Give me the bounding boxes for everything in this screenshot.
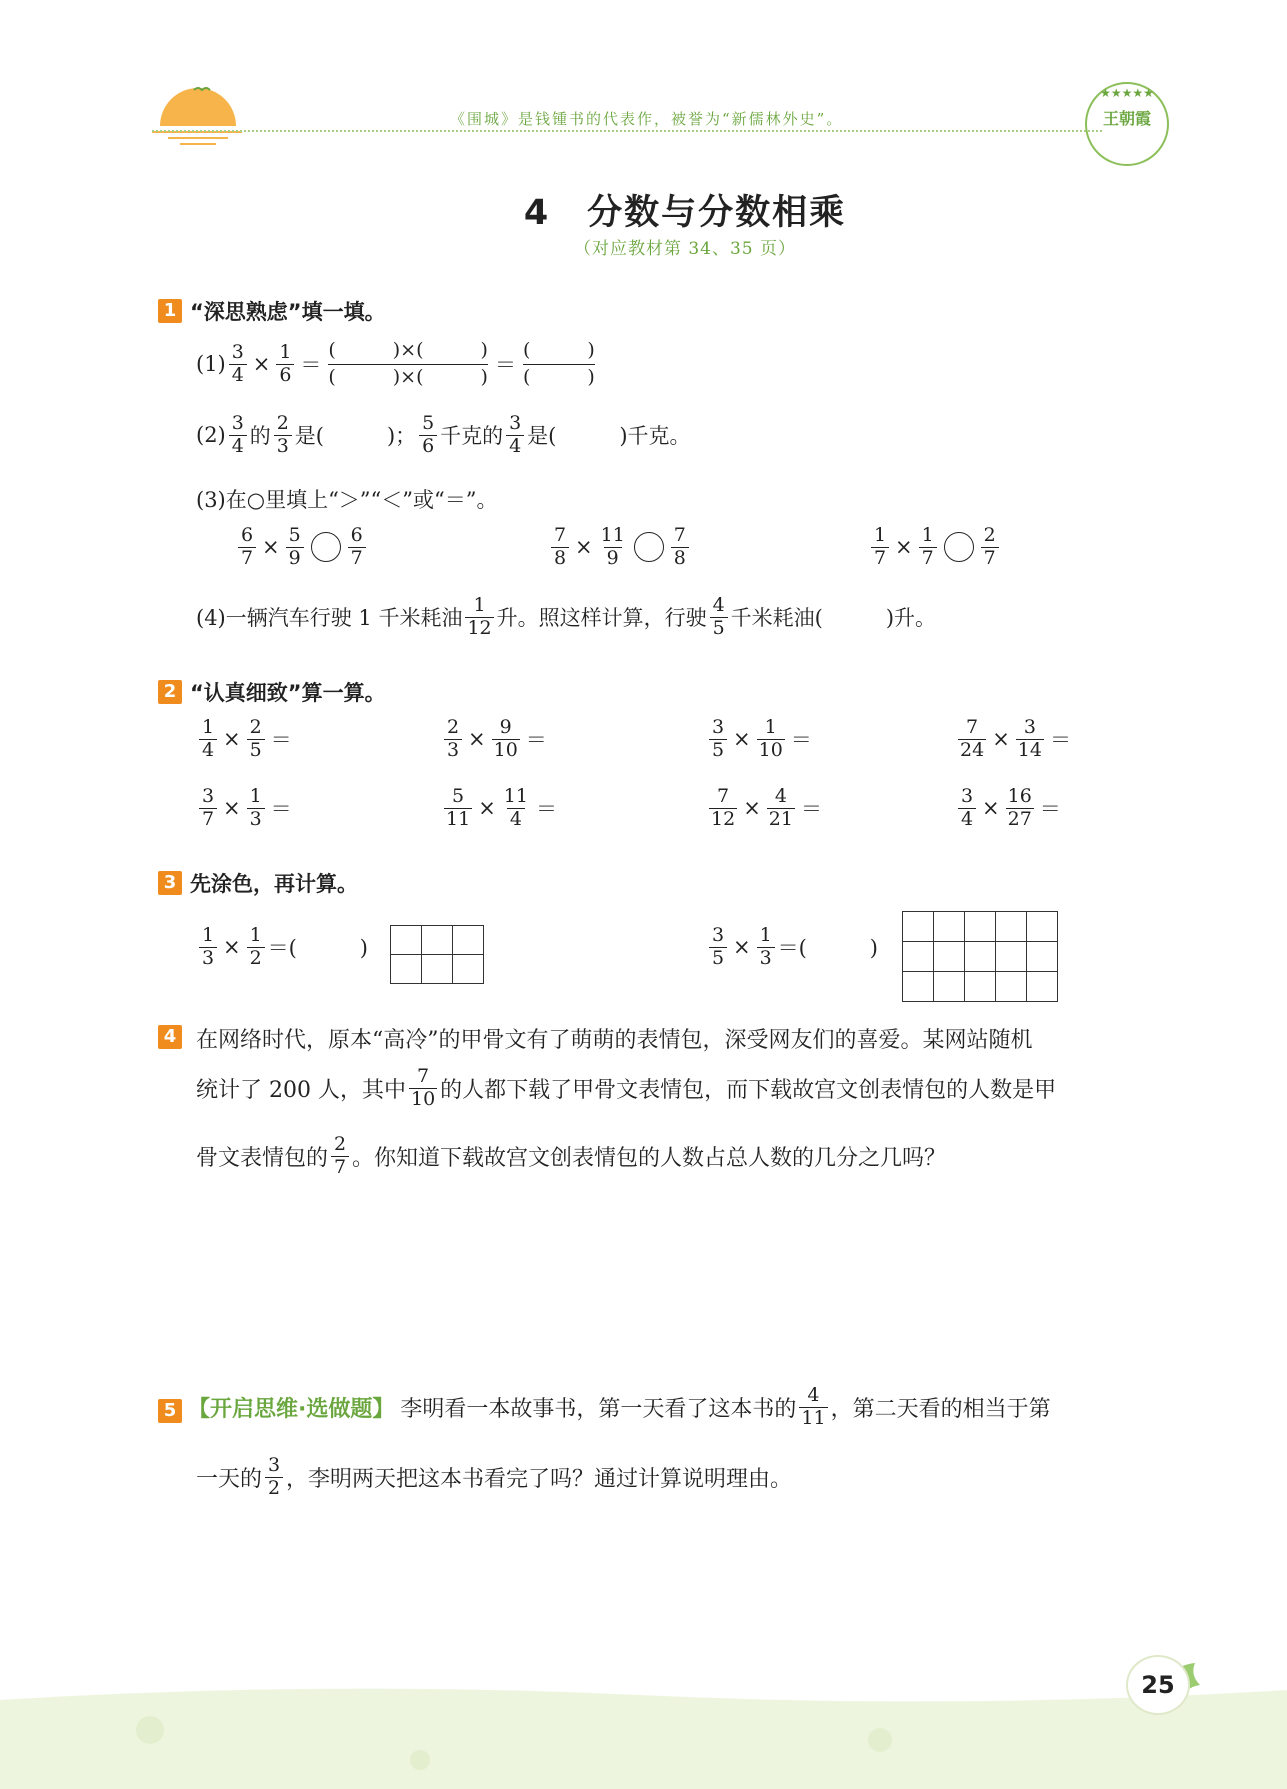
page-title: 4 分数与分数相乘	[523, 193, 847, 233]
answer-blank[interactable]: 是( )千克。	[527, 424, 691, 449]
header-motto: 《围城》是钱锺书的代表作，被誉为“新儒林外史”。	[450, 110, 844, 128]
fraction: $\frac{5}{6}$	[419, 413, 437, 458]
calc-item[interactable]: $\frac{2}{3}$ × $\frac{9}{10}$ ＝	[441, 717, 550, 762]
calc-item[interactable]: $\frac{3}{7}$ × $\frac{1}{3}$ ＝	[196, 786, 295, 831]
q2-number: 2	[158, 680, 182, 704]
q5-number: 5	[158, 1399, 182, 1423]
q1-part3-label: (3)在○里填上“＞”“＜”或“＝”。	[196, 488, 498, 512]
calc-item[interactable]: $\frac{3}{4}$ × $\frac{16}{27}$ ＝	[955, 786, 1064, 831]
q5-tag: 【开启思维·选做题】	[188, 1396, 395, 1422]
calc-item[interactable]: $\frac{3}{5}$ × $\frac{1}{10}$ ＝	[706, 717, 815, 762]
q4-number-row	[158, 1025, 182, 1049]
text: 的	[249, 424, 271, 449]
fraction: $\frac{3}{4}$	[506, 413, 524, 458]
calc-item[interactable]: $\frac{5}{11}$ × $\frac{11}{4}$ ＝	[446, 785, 557, 830]
q1-part4: (4)一辆汽车行驶 1 千米耗油 $\frac{1}{12}$ 升。照这样计算，行驶 $\frac{4}{5}$ 千米耗油( )升。	[196, 594, 937, 639]
times-sign: ×	[252, 352, 271, 377]
calc-item[interactable]: $\frac{1}{4}$ × $\frac{2}{5}$ ＝	[196, 717, 295, 762]
compare-circle[interactable]	[311, 532, 341, 562]
fraction: $\frac{3}{4}$	[229, 342, 247, 387]
q1-heading-row	[158, 296, 386, 326]
fraction: $\frac{3}{4}$	[229, 413, 247, 458]
q2-heading-row	[158, 677, 386, 707]
equals-sign: ＝	[300, 353, 322, 378]
answer-blank[interactable]: ＝( )	[777, 936, 878, 961]
compare-circle[interactable]	[634, 532, 664, 562]
q3-heading: 先涂色，再计算。	[190, 872, 358, 896]
page-subtitle: （对应教材第 34、35 页）	[573, 239, 797, 259]
answer-blank[interactable]: ＝( )	[267, 936, 368, 961]
brand-text: 王朝霞	[1102, 109, 1151, 128]
text: 千克的	[440, 424, 504, 449]
compare-circle[interactable]	[944, 532, 974, 562]
times-sign: ×	[895, 535, 913, 560]
sunset-logo-icon	[150, 78, 250, 150]
calc-item[interactable]: $\frac{7}{12}$ × $\frac{4}{21}$ ＝	[711, 785, 822, 830]
times-sign: ×	[575, 535, 593, 560]
q1-p1-label: (1)	[196, 352, 226, 377]
q4-line2: 统计了 200 人，其中 $\frac{7}{10}$ 的人都下载了甲骨文表情包，而下载故宫文创表情包的人数是甲	[196, 1065, 1057, 1110]
shade-calc-item: $\frac{1}{3}$ × $\frac{1}{2}$ ＝( )	[196, 925, 368, 970]
q4-line3: 骨文表情包的 $\frac{2}{7}$ 。你知道下载故宫文创表情包的人数占总人数的几分之几吗？	[196, 1133, 947, 1178]
page-number: 25	[1126, 1655, 1190, 1715]
compare-item: $\frac{1}{7}$ × $\frac{1}{7}$ $\frac{2}{7}$	[868, 525, 1002, 570]
q3-heading-row	[158, 868, 358, 898]
compare-item: $\frac{7}{8}$ × $\frac{11}{9}$ $\frac{7}{8}$	[548, 525, 692, 570]
compare-item: $\frac{6}{7}$ × $\frac{5}{9}$ $\frac{6}{7}$	[235, 525, 369, 570]
q3-number: 3	[158, 871, 182, 895]
q4-line1: 在网络时代，原本“高冷”的甲骨文有了萌萌的表情包，深受网友们的喜爱。某网站随机	[196, 1028, 1033, 1053]
stars-icon: ★★★★★	[1100, 86, 1154, 100]
q4-number: 4	[158, 1025, 182, 1049]
fraction: $\frac{1}{6}$	[276, 342, 294, 387]
q5-line1: 【开启思维·选做题】 李明看一本故事书，第一天看了这本书的 $\frac{4}{11}$ ，第二天看的相当于第	[188, 1384, 1051, 1429]
answer-blank[interactable]: 千米耗油( )升。	[730, 606, 937, 631]
times-sign: ×	[262, 535, 280, 560]
fraction: $\frac{2}{3}$	[274, 413, 292, 458]
q2-heading: “认真细致”算一算。	[190, 681, 386, 705]
bottom-wave-band	[0, 1670, 1287, 1789]
q5-line2: 一天的 $\frac{3}{2}$ ，李明两天把这本书看完了吗？通过计算说明理由。	[196, 1454, 793, 1499]
blank-fraction[interactable]: ( ) ( )	[523, 338, 595, 390]
shading-grid-5x3[interactable]	[902, 911, 1058, 1002]
q1-number: 1	[158, 299, 182, 323]
answer-blank[interactable]: 是( )；	[294, 424, 417, 449]
q1-heading: “深思熟虑”填一填。	[190, 300, 386, 324]
calc-item[interactable]: $\frac{7}{24}$ × $\frac{3}{14}$ ＝	[960, 716, 1071, 761]
header-divider	[152, 130, 1102, 132]
text: 升。照这样计算，行驶	[496, 606, 707, 631]
shading-grid-3x2[interactable]	[390, 925, 484, 984]
text: (4)一辆汽车行驶 1 千米耗油	[196, 606, 463, 631]
q1-part2	[196, 413, 691, 458]
q1-p2-label: (2)	[196, 423, 226, 448]
brand-badge	[1085, 82, 1169, 166]
q1-part1	[196, 338, 599, 390]
q5-number-row	[158, 1399, 182, 1423]
blank-fraction[interactable]: ( )×( ) ( )×( )	[328, 338, 488, 390]
shade-calc-item: $\frac{3}{5}$ × $\frac{1}{3}$ ＝( )	[706, 925, 878, 970]
equals-sign: ＝	[494, 353, 516, 378]
